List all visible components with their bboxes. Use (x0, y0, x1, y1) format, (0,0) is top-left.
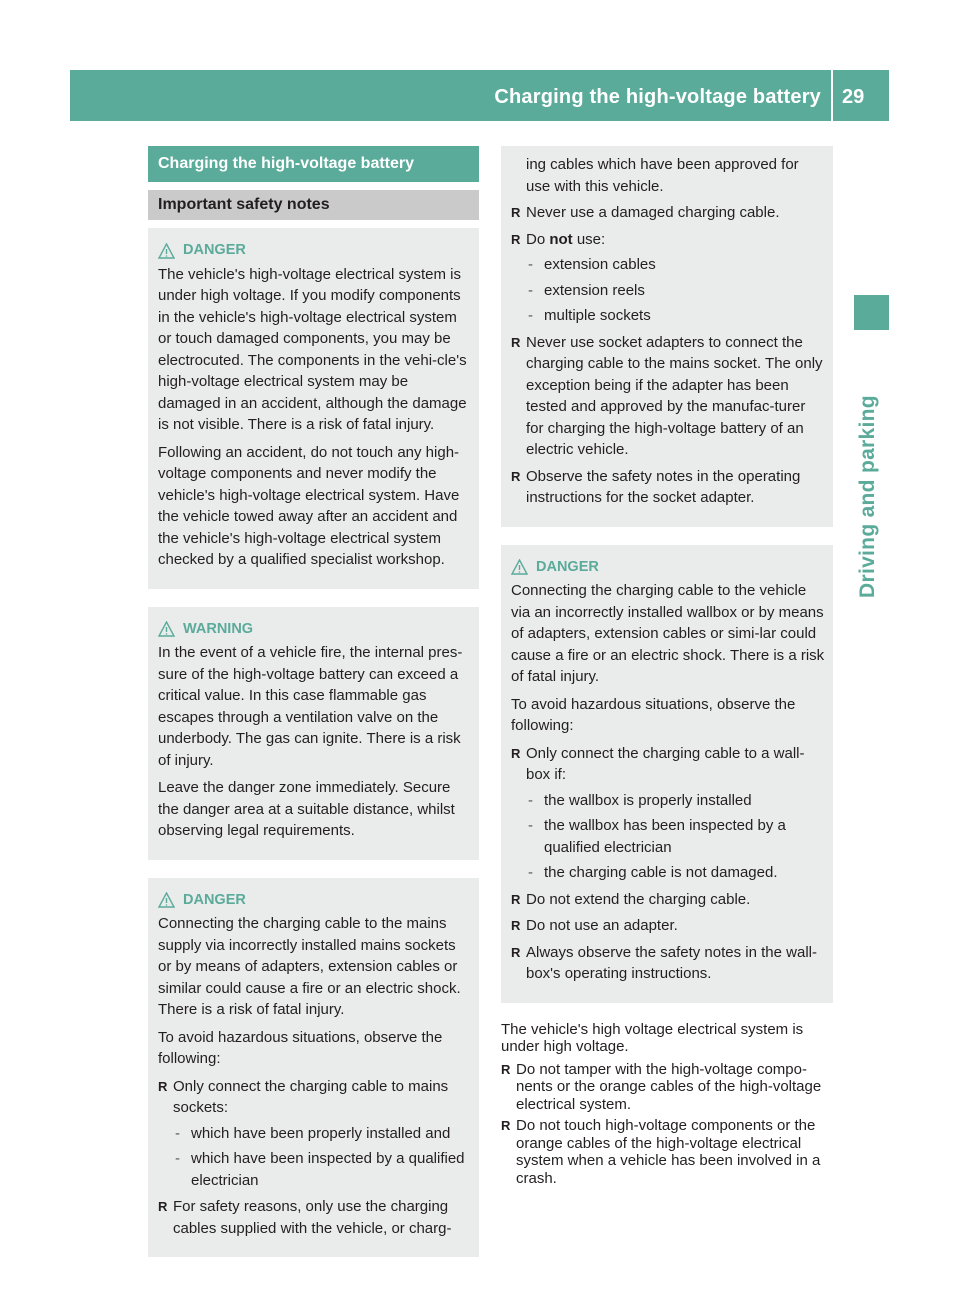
danger-text: To avoid hazardous situations, observe the following: (511, 695, 796, 734)
list-item (511, 743, 825, 884)
dash-item: - extension cables (526, 254, 825, 276)
warning-heading (158, 619, 471, 641)
danger-box (501, 545, 833, 1003)
danger-box-continued (501, 146, 833, 527)
emphasis-not: not (549, 230, 573, 248)
list-item: R For safety reasons, only use the charging cables supplied with the vehicle, or charg- (158, 1196, 471, 1239)
dash-item: - the wallbox has been inspected by a qualified electrician (526, 815, 825, 858)
subsection-title: Important safety notes (148, 190, 479, 220)
danger-heading (158, 890, 471, 912)
danger-heading (511, 557, 825, 579)
dash-list (526, 790, 825, 884)
list-item-text: Only connect the charging cable to mains sockets: (173, 1077, 449, 1116)
text-fragment: use: (572, 230, 606, 248)
dash-list (173, 1123, 471, 1192)
text-fragment: Do (526, 230, 550, 248)
list-item-text (526, 231, 605, 248)
warning-text: In the event of a vehicle fire, the internal pres-sure of the high-voltage battery can exceed a critical value. In this case flammable gas escapes through a ventilation valve on the underbody. The gas can ignite. There is a risk of injury. (158, 644, 463, 769)
dash-item: - which have been inspected by a qualified electrician (173, 1148, 471, 1191)
body-text (501, 1021, 833, 1188)
list-item (158, 1076, 471, 1192)
danger-text: Connecting the charging cable to the vehicle via an incorrectly installed wallbox or by means of adapters, extension cables or simi-lar could cause a fire or an electric shock. There is a risk of fatal injury. (511, 582, 825, 685)
list-item-text: Only connect the charging cable to a wall-box if: (526, 744, 805, 783)
right-column (501, 146, 833, 1193)
list-item-continued: ing cables which have been approved for use with this vehicle. (526, 156, 799, 195)
list-item: R Do not use an adapter. (511, 915, 825, 937)
warning-triangle-icon (511, 559, 528, 575)
warning-text: Leave the danger zone immediately. Secure the danger area at a suitable distance, whilst observing legal requirements. (158, 779, 455, 839)
danger-text: To avoid hazardous situations, observe the following: (158, 1028, 443, 1067)
dash-item: - multiple sockets (526, 305, 825, 327)
list-item: R Do not tamper with the high-voltage compo-nents or the orange cables of the high-voltage electrical system. (501, 1061, 833, 1114)
bullet-list (158, 1076, 471, 1240)
list-item: R Never use a damaged charging cable. (511, 202, 825, 224)
warning-triangle-icon (158, 621, 175, 637)
header-divider (831, 70, 833, 121)
dash-item: - which have been properly installed and (173, 1123, 471, 1145)
list-item: R Always observe the safety notes in the wall-box's operating instructions. (511, 942, 825, 985)
left-column (148, 146, 479, 1275)
bullet-list (511, 743, 825, 985)
page-number: 29 (842, 86, 865, 108)
dash-list (526, 254, 825, 327)
paragraph: The vehicle's high voltage electrical system is under high voltage. (501, 1020, 804, 1055)
chapter-tab-label: Driving and parking (856, 395, 879, 598)
bullet-list (501, 1061, 833, 1188)
danger-label: DANGER (183, 242, 246, 258)
danger-label: DANGER (183, 891, 246, 908)
danger-heading (158, 240, 471, 262)
danger-label: DANGER (536, 558, 599, 575)
warning-triangle-icon (158, 243, 175, 259)
running-header-title: Charging the high-voltage battery (494, 86, 821, 108)
warning-triangle-icon (158, 892, 175, 908)
dash-item: - the charging cable is not damaged. (526, 862, 825, 884)
list-item: R Observe the safety notes in the operating instructions for the socket adapter. (511, 466, 825, 509)
dash-item: - extension reels (526, 280, 825, 302)
warning-label: WARNING (183, 620, 254, 637)
danger-text: The vehicle's high-voltage electrical system is under high voltage. If you modify components in the vehicle's high-voltage electrical system or touch damaged components, you may be electrocuted. The components in the vehi-cle's high-voltage electrical system may be damaged in an accident, although the damage is not visible. There is a risk of fatal injury. (158, 265, 467, 433)
danger-box (148, 228, 479, 589)
list-item (511, 229, 825, 327)
chapter-marker (854, 295, 889, 330)
danger-box (148, 878, 479, 1258)
list-item: R Do not extend the charging cable. (511, 889, 825, 911)
list-item: R Do not touch high-voltage components or the orange cables of the high-voltage electrical system when a vehicle has been involved in a crash. (501, 1117, 833, 1187)
dash-item: - the wallbox is properly installed (526, 790, 825, 812)
list-item: R Never use socket adapters to connect the charging cable to the mains socket. The only exception being if the adapter has been tested and approved by the manufac-turer for charging the high-voltage battery of an electric vehicle. (511, 332, 825, 461)
danger-text: Connecting the charging cable to the mains supply via incorrectly installed mains sockets or by means of adapters, extension cables or similar could cause a fire or an electric shock. There is a risk of fatal injury. (158, 915, 461, 1018)
bullet-list (511, 154, 825, 509)
warning-box (148, 607, 479, 860)
section-title: Charging the high-voltage battery (148, 146, 479, 182)
danger-text: Following an accident, do not touch any high-voltage components and never modify the vehicle's high-voltage electrical system. Have the vehicle towed away after an accident and the vehicle's high-voltage electrical system checked by a qualified specialist workshop. (158, 443, 460, 568)
